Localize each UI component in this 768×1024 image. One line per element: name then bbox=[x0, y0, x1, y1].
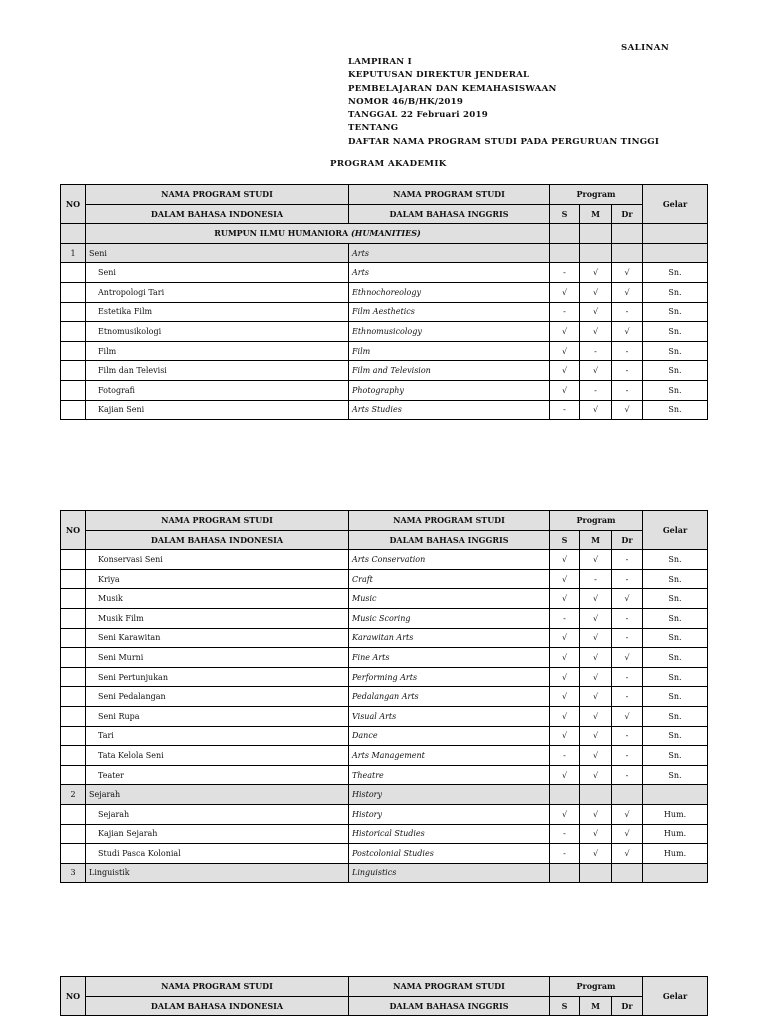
header-name-id: NAMA PROGRAM STUDI bbox=[86, 511, 349, 531]
header-line: PEMBELAJARAN DAN KEMAHASISWAAN bbox=[348, 83, 557, 94]
program-name-id: Seni bbox=[86, 263, 349, 283]
header-s: S bbox=[550, 204, 580, 224]
table-header-row bbox=[61, 530, 708, 550]
program-dr: - bbox=[612, 550, 643, 570]
header-name-id-sub: DALAM BAHASA INDONESIA bbox=[86, 530, 349, 550]
program-name-id: Film dan Televisi bbox=[86, 361, 349, 381]
header-s: S bbox=[550, 530, 580, 550]
program-gelar: Hum. bbox=[643, 844, 708, 864]
program-dr: - bbox=[612, 341, 643, 361]
program-gelar: Sn. bbox=[643, 302, 708, 322]
program-gelar: Sn. bbox=[643, 589, 708, 609]
program-s: √ bbox=[550, 380, 580, 400]
empty-cell bbox=[643, 785, 708, 805]
program-dr: - bbox=[612, 687, 643, 707]
header-program: Program bbox=[550, 511, 643, 531]
program-gelar: Sn. bbox=[643, 550, 708, 570]
table-header-row bbox=[61, 204, 708, 224]
row-no bbox=[61, 361, 86, 381]
table-row bbox=[61, 550, 708, 570]
program-name-id: Seni Rupa bbox=[86, 706, 349, 726]
header-name-en-sub: DALAM BAHASA INGGRIS bbox=[349, 530, 550, 550]
row-no bbox=[61, 380, 86, 400]
table-row bbox=[61, 341, 708, 361]
program-s: √ bbox=[550, 706, 580, 726]
program-dr: - bbox=[612, 726, 643, 746]
program-name-en: Photography bbox=[349, 380, 550, 400]
table-row bbox=[61, 746, 708, 766]
program-dr: - bbox=[612, 361, 643, 381]
program-name-en: Film Aesthetics bbox=[349, 302, 550, 322]
program-name-id: Teater bbox=[86, 765, 349, 785]
empty-cell bbox=[550, 224, 580, 244]
header-name-en-sub: DALAM BAHASA INGGRIS bbox=[349, 996, 550, 1016]
program-name-id: Musik Film bbox=[86, 608, 349, 628]
header-dr: Dr bbox=[612, 530, 643, 550]
empty-cell bbox=[580, 785, 612, 805]
table-row bbox=[61, 765, 708, 785]
program-gelar: Sn. bbox=[643, 361, 708, 381]
program-m: √ bbox=[580, 804, 612, 824]
program-m: √ bbox=[580, 706, 612, 726]
program-s: √ bbox=[550, 569, 580, 589]
table-row bbox=[61, 302, 708, 322]
table-row bbox=[61, 844, 708, 864]
program-dr: - bbox=[612, 765, 643, 785]
rumpun-name-en: (HUMANITIES) bbox=[351, 228, 421, 239]
program-dr: - bbox=[612, 302, 643, 322]
header-gelar: Gelar bbox=[643, 977, 708, 1016]
program-name-id: Estetika Film bbox=[86, 302, 349, 322]
header-name-en: NAMA PROGRAM STUDI bbox=[349, 185, 550, 205]
program-name-en: Postcolonial Studies bbox=[349, 844, 550, 864]
program-m: √ bbox=[580, 263, 612, 283]
program-name-id: Konservasi Seni bbox=[86, 550, 349, 570]
group-name-en: Linguistics bbox=[349, 863, 550, 883]
program-s: √ bbox=[550, 550, 580, 570]
program-gelar: Sn. bbox=[643, 608, 708, 628]
table-row bbox=[61, 361, 708, 381]
program-gelar: Sn. bbox=[643, 648, 708, 668]
row-no bbox=[61, 341, 86, 361]
program-m: √ bbox=[580, 765, 612, 785]
program-dr: √ bbox=[612, 282, 643, 302]
program-gelar: Hum. bbox=[643, 824, 708, 844]
program-dr: √ bbox=[612, 804, 643, 824]
empty-cell bbox=[612, 224, 643, 244]
program-gelar: Sn. bbox=[643, 765, 708, 785]
table-row bbox=[61, 706, 708, 726]
program-gelar: Hum. bbox=[643, 804, 708, 824]
table-row bbox=[61, 628, 708, 648]
program-m: √ bbox=[580, 282, 612, 302]
row-no bbox=[61, 608, 86, 628]
rumpun-title bbox=[86, 224, 550, 244]
program-name-en: Karawitan Arts bbox=[349, 628, 550, 648]
header-name-en-sub: DALAM BAHASA INGGRIS bbox=[349, 204, 550, 224]
program-name-en: Arts Studies bbox=[349, 400, 550, 420]
row-no bbox=[61, 726, 86, 746]
program-gelar: Sn. bbox=[643, 400, 708, 420]
row-no bbox=[61, 302, 86, 322]
program-name-en: Historical Studies bbox=[349, 824, 550, 844]
program-m: - bbox=[580, 341, 612, 361]
program-name-en: Film and Television bbox=[349, 361, 550, 381]
header-no: NO bbox=[61, 185, 86, 224]
program-m: √ bbox=[580, 746, 612, 766]
table-row bbox=[61, 648, 708, 668]
program-name-en: Visual Arts bbox=[349, 706, 550, 726]
row-no bbox=[61, 224, 86, 244]
program-s: - bbox=[550, 302, 580, 322]
header-name-id-sub: DALAM BAHASA INDONESIA bbox=[86, 996, 349, 1016]
program-s: √ bbox=[550, 282, 580, 302]
empty-cell bbox=[643, 243, 708, 263]
row-no bbox=[61, 628, 86, 648]
program-name-en: Craft bbox=[349, 569, 550, 589]
program-name-id: Etnomusikologi bbox=[86, 322, 349, 342]
empty-cell bbox=[643, 224, 708, 244]
program-name-id: Antropologi Tari bbox=[86, 282, 349, 302]
program-name-id: Seni Murni bbox=[86, 648, 349, 668]
program-gelar: Sn. bbox=[643, 667, 708, 687]
row-no bbox=[61, 765, 86, 785]
group-row bbox=[61, 863, 708, 883]
program-dr: √ bbox=[612, 400, 643, 420]
group-row bbox=[61, 785, 708, 805]
empty-cell bbox=[550, 863, 580, 883]
program-dr: √ bbox=[612, 824, 643, 844]
table-row bbox=[61, 569, 708, 589]
program-s: √ bbox=[550, 804, 580, 824]
program-dr: - bbox=[612, 746, 643, 766]
program-s: √ bbox=[550, 687, 580, 707]
program-s: - bbox=[550, 824, 580, 844]
program-m: √ bbox=[580, 824, 612, 844]
program-s: √ bbox=[550, 341, 580, 361]
program-dr: √ bbox=[612, 648, 643, 668]
program-s: √ bbox=[550, 726, 580, 746]
table-header-row bbox=[61, 185, 708, 205]
empty-cell bbox=[612, 785, 643, 805]
program-name-en: Film bbox=[349, 341, 550, 361]
table-header-row bbox=[61, 977, 708, 997]
rumpun-row bbox=[61, 224, 708, 244]
program-gelar: Sn. bbox=[643, 380, 708, 400]
header-program: Program bbox=[550, 185, 643, 205]
program-name-en: Performing Arts bbox=[349, 667, 550, 687]
program-m: √ bbox=[580, 687, 612, 707]
header-dr: Dr bbox=[612, 996, 643, 1016]
program-s: - bbox=[550, 844, 580, 864]
program-name-id: Kriya bbox=[86, 569, 349, 589]
empty-cell bbox=[580, 224, 612, 244]
empty-cell bbox=[580, 863, 612, 883]
header-name-id: NAMA PROGRAM STUDI bbox=[86, 977, 349, 997]
program-gelar: Sn. bbox=[643, 726, 708, 746]
row-no bbox=[61, 746, 86, 766]
program-name-en: Music Scoring bbox=[349, 608, 550, 628]
program-m: √ bbox=[580, 302, 612, 322]
table-row bbox=[61, 824, 708, 844]
program-m: - bbox=[580, 569, 612, 589]
empty-cell bbox=[550, 785, 580, 805]
program-dr: - bbox=[612, 608, 643, 628]
row-no bbox=[61, 550, 86, 570]
program-dr: - bbox=[612, 569, 643, 589]
program-name-en: Music bbox=[349, 589, 550, 609]
header-no: NO bbox=[61, 511, 86, 550]
header-line: TENTANG bbox=[348, 123, 399, 134]
program-name-en: Arts Conservation bbox=[349, 550, 550, 570]
table-row bbox=[61, 400, 708, 420]
row-no bbox=[61, 322, 86, 342]
table-header-row bbox=[61, 996, 708, 1016]
program-name-en: Arts Management bbox=[349, 746, 550, 766]
program-dr: - bbox=[612, 628, 643, 648]
row-no bbox=[61, 282, 86, 302]
table-row bbox=[61, 726, 708, 746]
program-s: - bbox=[550, 263, 580, 283]
program-m: √ bbox=[580, 844, 612, 864]
program-name-id: Kajian Seni bbox=[86, 400, 349, 420]
program-m: √ bbox=[580, 550, 612, 570]
header-line: KEPUTUSAN DIREKTUR JENDERAL bbox=[348, 70, 530, 81]
program-name-en: History bbox=[349, 804, 550, 824]
program-name-en: Dance bbox=[349, 726, 550, 746]
program-gelar: Sn. bbox=[643, 706, 708, 726]
rumpun-name: RUMPUN ILMU HUMANIORA bbox=[214, 228, 349, 239]
program-name-id: Seni Pertunjukan bbox=[86, 667, 349, 687]
row-no bbox=[61, 824, 86, 844]
row-no bbox=[61, 844, 86, 864]
program-dr: √ bbox=[612, 706, 643, 726]
program-gelar: Sn. bbox=[643, 569, 708, 589]
header-line: TANGGAL 22 Februari 2019 bbox=[348, 110, 488, 121]
row-no: 2 bbox=[61, 785, 86, 805]
header-name-id: NAMA PROGRAM STUDI bbox=[86, 185, 349, 205]
program-name-id: Studi Pasca Kolonial bbox=[86, 844, 349, 864]
empty-cell bbox=[580, 243, 612, 263]
program-table bbox=[60, 184, 708, 420]
program-gelar: Sn. bbox=[643, 282, 708, 302]
empty-cell bbox=[612, 243, 643, 263]
program-m: √ bbox=[580, 589, 612, 609]
header-no: NO bbox=[61, 977, 86, 1016]
program-name-en: Ethnochoreology bbox=[349, 282, 550, 302]
program-name-en: Pedalangan Arts bbox=[349, 687, 550, 707]
row-no bbox=[61, 589, 86, 609]
program-name-id: Tata Kelola Seni bbox=[86, 746, 349, 766]
program-gelar: Sn. bbox=[643, 746, 708, 766]
program-name-en: Ethnomusicology bbox=[349, 322, 550, 342]
group-name-id: Seni bbox=[86, 243, 349, 263]
program-dr: √ bbox=[612, 263, 643, 283]
header-name-id-sub: DALAM BAHASA INDONESIA bbox=[86, 204, 349, 224]
row-no bbox=[61, 667, 86, 687]
program-s: √ bbox=[550, 648, 580, 668]
program-m: √ bbox=[580, 361, 612, 381]
salinan-label: SALINAN bbox=[621, 43, 670, 53]
program-gelar: Sn. bbox=[643, 628, 708, 648]
header-dr: Dr bbox=[612, 204, 643, 224]
document-header bbox=[348, 56, 659, 149]
group-name-id: Linguistik bbox=[86, 863, 349, 883]
program-dr: - bbox=[612, 667, 643, 687]
header-line: NOMOR 46/B/HK/2019 bbox=[348, 96, 464, 107]
table-row bbox=[61, 282, 708, 302]
program-dr: - bbox=[612, 380, 643, 400]
empty-cell bbox=[643, 863, 708, 883]
header-line: LAMPIRAN I bbox=[348, 57, 412, 67]
program-gelar: Sn. bbox=[643, 263, 708, 283]
header-gelar: Gelar bbox=[643, 185, 708, 224]
program-gelar: Sn. bbox=[643, 341, 708, 361]
header-m: M bbox=[580, 530, 612, 550]
group-name-id: Sejarah bbox=[86, 785, 349, 805]
group-row bbox=[61, 243, 708, 263]
program-m: √ bbox=[580, 648, 612, 668]
header-gelar: Gelar bbox=[643, 511, 708, 550]
program-s: √ bbox=[550, 628, 580, 648]
header-line: DAFTAR NAMA PROGRAM STUDI PADA PERGURUAN TINGGI bbox=[348, 136, 660, 147]
table-row bbox=[61, 263, 708, 283]
program-table bbox=[60, 510, 708, 883]
program-name-id: Seni Pedalangan bbox=[86, 687, 349, 707]
header-s: S bbox=[550, 996, 580, 1016]
header-m: M bbox=[580, 204, 612, 224]
header-program: Program bbox=[550, 977, 643, 997]
table-row bbox=[61, 667, 708, 687]
group-name-en: History bbox=[349, 785, 550, 805]
row-no bbox=[61, 263, 86, 283]
row-no bbox=[61, 804, 86, 824]
program-dr: √ bbox=[612, 322, 643, 342]
program-name-en: Fine Arts bbox=[349, 648, 550, 668]
program-name-id: Film bbox=[86, 341, 349, 361]
program-name-id: Musik bbox=[86, 589, 349, 609]
row-no bbox=[61, 569, 86, 589]
program-s: √ bbox=[550, 361, 580, 381]
document-subtitle: PROGRAM AKADEMIK bbox=[330, 159, 447, 169]
program-table bbox=[60, 976, 708, 1016]
program-name-id: Tari bbox=[86, 726, 349, 746]
program-m: √ bbox=[580, 400, 612, 420]
empty-cell bbox=[550, 243, 580, 263]
table-row bbox=[61, 608, 708, 628]
program-dr: √ bbox=[612, 844, 643, 864]
table-header-row bbox=[61, 511, 708, 531]
program-s: √ bbox=[550, 667, 580, 687]
program-s: - bbox=[550, 400, 580, 420]
program-name-en: Theatre bbox=[349, 765, 550, 785]
row-no: 1 bbox=[61, 243, 86, 263]
table-row bbox=[61, 380, 708, 400]
table-row bbox=[61, 589, 708, 609]
row-no bbox=[61, 706, 86, 726]
group-name-en: Arts bbox=[349, 243, 550, 263]
empty-cell bbox=[612, 863, 643, 883]
program-s: √ bbox=[550, 322, 580, 342]
program-gelar: Sn. bbox=[643, 322, 708, 342]
program-m: √ bbox=[580, 628, 612, 648]
program-m: √ bbox=[580, 726, 612, 746]
program-m: - bbox=[580, 380, 612, 400]
program-m: √ bbox=[580, 608, 612, 628]
program-name-id: Sejarah bbox=[86, 804, 349, 824]
program-dr: √ bbox=[612, 589, 643, 609]
table-row bbox=[61, 804, 708, 824]
row-no bbox=[61, 400, 86, 420]
program-m: √ bbox=[580, 667, 612, 687]
program-m: √ bbox=[580, 322, 612, 342]
program-s: √ bbox=[550, 765, 580, 785]
header-name-en: NAMA PROGRAM STUDI bbox=[349, 977, 550, 997]
program-name-id: Seni Karawitan bbox=[86, 628, 349, 648]
program-s: - bbox=[550, 608, 580, 628]
program-s: - bbox=[550, 746, 580, 766]
program-gelar: Sn. bbox=[643, 687, 708, 707]
row-no bbox=[61, 687, 86, 707]
program-s: √ bbox=[550, 589, 580, 609]
program-name-id: Fotografi bbox=[86, 380, 349, 400]
table-row bbox=[61, 687, 708, 707]
table-row bbox=[61, 322, 708, 342]
row-no: 3 bbox=[61, 863, 86, 883]
row-no bbox=[61, 648, 86, 668]
program-name-id: Kajian Sejarah bbox=[86, 824, 349, 844]
header-m: M bbox=[580, 996, 612, 1016]
header-name-en: NAMA PROGRAM STUDI bbox=[349, 511, 550, 531]
program-name-en: Arts bbox=[349, 263, 550, 283]
